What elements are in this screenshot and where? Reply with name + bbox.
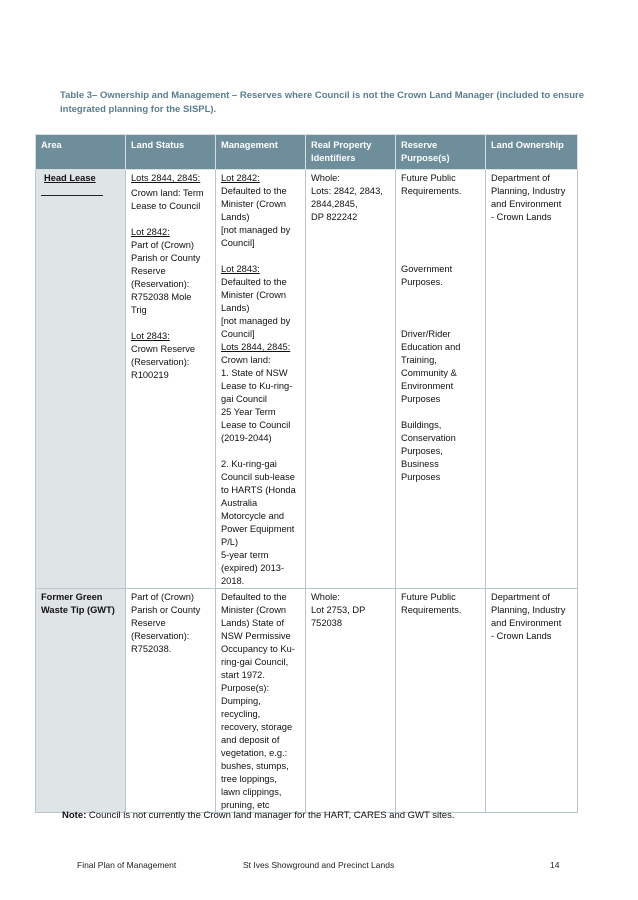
spacer <box>131 213 210 226</box>
management-line: vegetation, e.g.: <box>221 748 288 758</box>
purpose-line: Community & <box>401 368 457 378</box>
management-line: tree loppings, <box>221 774 277 784</box>
management-line: Occupancy to Ku- <box>221 644 295 654</box>
cell-identifiers-gwt <box>306 589 396 813</box>
header-area: Area <box>36 135 126 170</box>
identifier-line: DP 822242 <box>311 212 358 222</box>
ownership-line: - Crown Lands <box>491 212 552 222</box>
management-line: Motorcycle and <box>221 511 285 521</box>
purpose-line: Training, <box>401 355 437 365</box>
land-status-line: Reserve <box>131 266 166 276</box>
management-line: [not managed by <box>221 225 291 235</box>
note-text: Council is not currently the Crown land manager for the HART, CARES and GWT sites. <box>86 810 455 821</box>
ownership-line: Department of <box>491 173 550 183</box>
land-status-line: Parish or County <box>131 605 201 615</box>
identifier-line: 2844,2845, <box>311 199 358 209</box>
management-line: Australia <box>221 498 258 508</box>
purpose-line: Buildings, <box>401 420 442 430</box>
footer-document-subtitle: St Ives Showground and Precinct Lands <box>243 860 395 870</box>
management-line: Minister (Crown <box>221 199 287 209</box>
management-line: 25 Year Term <box>221 407 276 417</box>
purpose-line: Government <box>401 264 453 274</box>
management-line: Purpose(s): <box>221 683 270 693</box>
land-status-line: Crown Reserve <box>131 344 196 354</box>
footer-document-title: Final Plan of Management <box>77 860 177 870</box>
management-line: Power Equipment <box>221 524 295 534</box>
ownership-management-table <box>35 134 578 813</box>
management-line: (2019-2044) <box>221 433 272 443</box>
management-line: Council sub-lease <box>221 472 295 482</box>
purpose-line: Future Public <box>401 173 456 183</box>
management-line: bushes, stumps, <box>221 761 289 771</box>
cell-area-head-lease <box>36 170 126 589</box>
land-status-line: (Reservation): <box>131 357 190 367</box>
management-line: NSW Permissive <box>221 631 291 641</box>
purpose-line: Future Public <box>401 592 456 602</box>
purpose-line: Requirements. <box>401 605 462 615</box>
management-line: Lease to Council <box>221 420 291 430</box>
purpose-line: Purposes <box>401 394 441 404</box>
footer-page-number: 14 <box>550 860 560 870</box>
management-line: and deposit of <box>221 735 280 745</box>
identifier-line: Whole: <box>311 173 340 183</box>
identifier-line: Whole: <box>311 592 340 602</box>
ownership-line: Planning, Industry <box>491 186 566 196</box>
management-line: 1. State of NSW <box>221 368 288 378</box>
management-line: Lot 2842: <box>221 173 260 183</box>
cell-purpose-gwt <box>396 589 486 813</box>
cell-land-status-gwt <box>126 589 216 813</box>
cell-land-status-head-lease <box>126 170 216 589</box>
land-status-line: Lease to Council <box>131 201 201 211</box>
purpose-line: Requirements. <box>401 186 462 196</box>
table-row-gwt <box>36 589 578 813</box>
cell-ownership-head-lease <box>486 170 578 589</box>
management-line: gai Council <box>221 394 267 404</box>
management-line: Lands) <box>221 212 250 222</box>
cell-management-head-lease <box>216 170 306 589</box>
management-line: Defaulted to the <box>221 592 287 602</box>
header-reserve-purposes: Reserve Purpose(s) <box>396 135 486 170</box>
management-line: Lands) State of <box>221 618 285 628</box>
management-line: start 1972. <box>221 670 265 680</box>
management-line: Council] <box>221 238 255 248</box>
purpose-line: Education and <box>401 342 461 352</box>
land-status-line: Reserve <box>131 618 166 628</box>
ownership-line: Department of <box>491 592 550 602</box>
land-status-line: Crown land: Term <box>131 188 204 198</box>
management-line: Crown land: <box>221 355 271 365</box>
header-real-property-identifiers: Real Property Identifiers <box>306 135 396 170</box>
cell-ownership-gwt <box>486 589 578 813</box>
spacer <box>401 406 480 419</box>
land-status-line: R100219 <box>131 370 169 380</box>
management-line: Lands) <box>221 303 250 313</box>
identifier-line: 752038 <box>311 618 343 628</box>
cell-management-gwt <box>216 589 306 813</box>
table-header-row <box>36 135 578 170</box>
land-status-line: Lot 2843: <box>131 331 170 341</box>
purpose-line: Purposes. <box>401 277 443 287</box>
ownership-line: Planning, Industry <box>491 605 566 615</box>
management-line: pruning, etc <box>221 800 270 810</box>
purpose-line: Business <box>401 459 439 469</box>
management-line: to HARTS (Honda <box>221 485 296 495</box>
purpose-line: Purposes <box>401 472 441 482</box>
management-line: (expired) 2013- <box>221 563 285 573</box>
management-line: recycling, <box>221 709 261 719</box>
purpose-line: Environment <box>401 381 454 391</box>
land-status-line: (Reservation): <box>131 631 190 641</box>
purpose-line: Driver/Rider <box>401 329 451 339</box>
land-status-line: Part of (Crown) <box>131 240 195 250</box>
land-status-line: Part of (Crown) <box>131 592 195 602</box>
land-status-line: Parish or County <box>131 253 201 263</box>
management-line: Council] <box>221 329 255 339</box>
area-underline <box>41 195 103 196</box>
cell-identifiers-head-lease <box>306 170 396 589</box>
land-status-line: R752038. <box>131 644 172 654</box>
header-land-ownership: Land Ownership <box>486 135 578 170</box>
ownership-line: and Environment <box>491 199 562 209</box>
header-land-status: Land Status <box>126 135 216 170</box>
land-status-line: Lot 2842: <box>131 227 170 237</box>
management-line: Lot 2843: <box>221 264 260 274</box>
identifier-line: Lots: 2842, 2843, <box>311 186 383 196</box>
note-label: Note: <box>62 810 87 821</box>
management-line: P/L) <box>221 537 239 547</box>
management-line: 2. Ku-ring-gai <box>221 459 277 469</box>
identifier-line: Lot 2753, DP <box>311 605 366 615</box>
management-line: Lease to Ku-ring- <box>221 381 293 391</box>
table-note <box>62 809 454 822</box>
purpose-line: Purposes, <box>401 446 443 456</box>
cell-area-gwt <box>36 589 126 813</box>
purpose-line: Conservation <box>401 433 456 443</box>
area-gwt-label: Former Green <box>41 592 103 602</box>
header-management: Management <box>216 135 306 170</box>
management-line: Lots 2844, 2845: <box>221 342 291 352</box>
management-line: Defaulted to the <box>221 277 287 287</box>
spacer <box>401 198 480 263</box>
management-line: ring-gai Council, <box>221 657 289 667</box>
spacer <box>221 250 300 263</box>
spacer <box>131 317 210 330</box>
management-line: Dumping, <box>221 696 261 706</box>
management-line: recovery, storage <box>221 722 293 732</box>
area-head-lease-label: Head Lease <box>44 173 96 183</box>
spacer <box>401 289 480 328</box>
land-status-line: Trig <box>131 305 147 315</box>
land-status-line: R752038 Mole <box>131 292 192 302</box>
land-status-line: Lots 2844, 2845: <box>131 173 201 183</box>
land-status-line: (Reservation): <box>131 279 190 289</box>
table-row-head-lease <box>36 170 578 589</box>
management-line: Defaulted to the <box>221 186 287 196</box>
management-line: lawn clippings, <box>221 787 282 797</box>
area-gwt-label: Waste Tip (GWT) <box>41 605 115 615</box>
management-line: Minister (Crown <box>221 605 287 615</box>
ownership-line: - Crown Lands <box>491 631 552 641</box>
spacer <box>221 445 300 458</box>
management-line: Minister (Crown <box>221 290 287 300</box>
management-line: 2018. <box>221 576 245 586</box>
management-line: 5-year term <box>221 550 269 560</box>
management-line: [not managed by <box>221 316 291 326</box>
ownership-line: and Environment <box>491 618 562 628</box>
table-caption: Table 3– Ownership and Management – Reserves where Council is not the Crown Land Manager (included to ensure integrated planning for the SISPL). <box>60 90 585 115</box>
cell-purpose-head-lease <box>396 170 486 589</box>
